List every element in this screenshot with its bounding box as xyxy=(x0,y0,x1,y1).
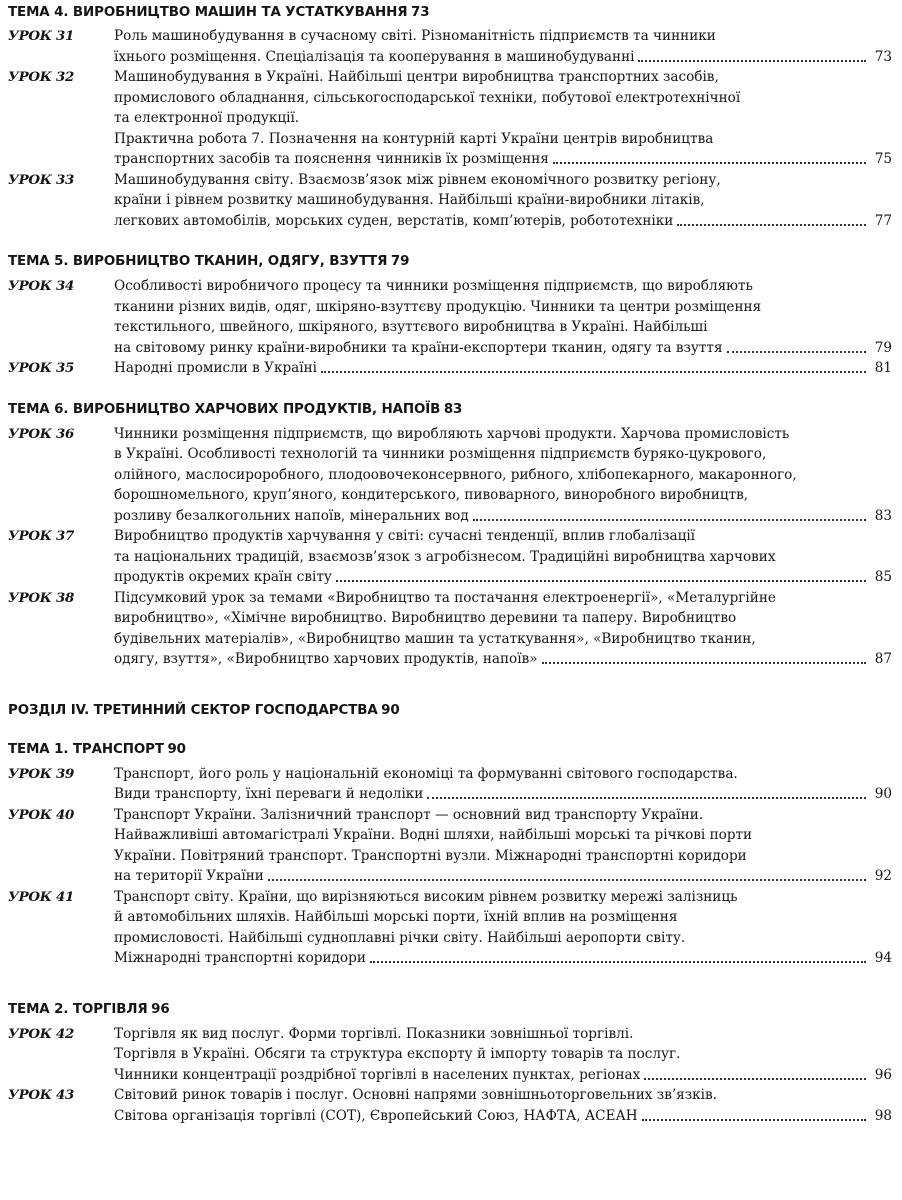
lesson-description xyxy=(114,276,892,358)
heading-text: ТЕМА 4. ВИРОБНИЦТВО МАШИН ТА УСТАТКУВАННЯ xyxy=(8,5,408,20)
lesson-description xyxy=(114,170,892,232)
description-line xyxy=(114,465,892,486)
line-text: Транспорт світу. Країни, що вирізняються високим рівнем розвитку мережі залізниць xyxy=(114,888,738,905)
description-line xyxy=(114,129,892,150)
heading-text: ТЕМА 2. ТОРГІВЛЯ xyxy=(8,1001,148,1017)
lesson-description xyxy=(114,1024,892,1086)
line-text: легкових автомобілів, морських суден, верстатів, комп’ютерів, робототехніки xyxy=(114,212,674,229)
lesson-label: УРОК 32 xyxy=(8,69,74,85)
description-line xyxy=(114,547,892,568)
lesson-label: УРОК 37 xyxy=(8,528,74,544)
description-line xyxy=(114,26,892,47)
lesson-description xyxy=(114,1085,892,1126)
description-line xyxy=(114,149,892,170)
lesson-entry xyxy=(8,358,892,379)
heading-text: РОЗДІЛ IV. ТРЕТИННИЙ СЕКТОР ГОСПОДАРСТВА xyxy=(8,702,378,718)
lesson-label: УРОК 35 xyxy=(8,360,74,376)
line-text: Чинники розміщення підприємств, що виробляють харчові продукти. Харчова промисловість xyxy=(114,425,790,442)
lesson-entry xyxy=(8,887,892,969)
lesson-description xyxy=(114,26,892,67)
lesson-entry xyxy=(8,26,892,67)
description-line xyxy=(114,170,892,191)
leader-dots xyxy=(473,519,866,521)
line-text: Чинники концентрації роздрібної торгівлі в населених пунктах, регіонах xyxy=(114,1066,641,1083)
lesson-label: УРОК 36 xyxy=(8,425,74,442)
lesson-description xyxy=(114,67,892,170)
section-heading xyxy=(8,399,892,420)
lesson-label: УРОК 31 xyxy=(8,28,74,44)
line-text: Транспорт, його роль у національній економіці та формуванні світового господарства. xyxy=(114,765,738,782)
lesson-entry xyxy=(8,67,892,170)
page-number: 83 xyxy=(874,507,892,524)
page-number: 96 xyxy=(151,1001,170,1017)
description-line xyxy=(114,108,892,129)
lesson-description xyxy=(114,424,892,527)
description-line xyxy=(114,784,892,805)
lesson-entry xyxy=(8,588,892,670)
line-text: та національних традицій, взаємозв’язок з агробізнесом. Традиційні виробництва харчових xyxy=(114,548,776,565)
leader-dots xyxy=(727,351,866,353)
line-text: Роль машинобудування в сучасному світі. Різноманітність підприємств та чинники xyxy=(114,28,716,44)
leader-dots xyxy=(427,797,866,799)
section-heading xyxy=(8,2,892,23)
description-line xyxy=(114,317,892,338)
description-line xyxy=(114,805,892,826)
description-line xyxy=(114,358,892,379)
lesson-entry xyxy=(8,170,892,232)
lesson-label: УРОК 40 xyxy=(8,806,74,823)
line-text: країни і рівнем розвитку машинобудування. Найбільші країни-виробники літаків, xyxy=(114,192,705,208)
page-number: 81 xyxy=(874,360,892,376)
description-line xyxy=(114,424,892,445)
lesson-entry xyxy=(8,764,892,805)
leader-dots xyxy=(542,662,866,664)
leader-dots xyxy=(268,879,866,881)
line-text: одягу, взуття», «Виробництво харчових продуктів, напоїв» xyxy=(114,651,538,667)
line-text: текстильного, швейного, шкіряного, взуттєвого виробництва в Україні. Найбільші xyxy=(114,319,708,335)
page-number: 98 xyxy=(874,1107,892,1124)
page-number: 90 xyxy=(874,786,892,802)
description-line xyxy=(114,276,892,297)
page-number: 87 xyxy=(874,651,892,667)
description-line xyxy=(114,948,892,969)
description-line xyxy=(114,506,892,527)
leader-dots xyxy=(336,580,866,582)
section-heading xyxy=(8,999,892,1020)
lesson-description xyxy=(114,358,892,379)
line-text: Підсумковий урок за темами «Виробництво та постачання електроенергії», «Металургійне xyxy=(114,589,776,606)
line-text: Торгівля як вид послуг. Форми торгівлі. Показники зовнішньої торгівлі. xyxy=(114,1025,634,1042)
description-line xyxy=(114,338,892,359)
line-text: Транспорт України. Залізничний транспорт — основний вид транспорту України. xyxy=(114,806,704,823)
description-line xyxy=(114,1024,892,1045)
line-text: Виробництво продуктів харчування у світі: сучасні тенденції, вплив глобалізації xyxy=(114,528,696,544)
line-text: промислового обладнання, сільськогосподарської техніки, побутової електротехнічної xyxy=(114,89,741,106)
lesson-description xyxy=(114,526,892,588)
lesson-label: УРОК 43 xyxy=(8,1087,74,1103)
description-line xyxy=(114,629,892,650)
line-text: Найважливіші автомагістралі України. Водні шляхи, найбільші морські та річкові порти xyxy=(114,827,753,843)
line-text: олійного, маслосироробного, плодоовочеконсервного, рибного, хлібопекарного, макаронного, xyxy=(114,466,797,483)
leader-dots xyxy=(642,1119,866,1121)
page-number: 73 xyxy=(411,5,430,20)
line-text: Світова організація торгівлі (СОТ), Європейський Союз, НАФТА, АСЕАН xyxy=(114,1107,638,1124)
line-text: Народні промисли в Україні xyxy=(114,360,318,376)
description-line xyxy=(114,567,892,588)
description-line xyxy=(114,485,892,506)
page-number: 94 xyxy=(874,950,892,966)
line-text: України. Повітряний транспорт. Транспортні вузли. Міжнародні транспортні коридори xyxy=(114,847,747,864)
description-line xyxy=(114,1106,892,1127)
leader-dots xyxy=(644,1078,866,1080)
line-text: на території України xyxy=(114,868,264,884)
section-heading xyxy=(8,739,892,760)
lesson-description xyxy=(114,764,892,805)
page-number: 90 xyxy=(381,702,400,718)
heading-text: ТЕМА 6. ВИРОБНИЦТВО ХАРЧОВИХ ПРОДУКТІВ, НАПОЇВ xyxy=(8,401,441,417)
page-number: 85 xyxy=(874,569,892,585)
page-number: 83 xyxy=(443,401,463,417)
lesson-label: УРОК 41 xyxy=(8,888,74,905)
lesson-label: УРОК 33 xyxy=(8,171,74,188)
line-text: розливу безалкогольних напоїв, мінеральних вод xyxy=(114,507,469,524)
leader-dots xyxy=(321,371,866,373)
line-text: й автомобільних шляхів. Найбільші морські порти, їхній вплив на розміщення xyxy=(114,909,678,925)
description-line xyxy=(114,297,892,318)
description-line xyxy=(114,1085,892,1106)
line-text: Машинобудування світу. Взаємозв’язок між рівнем економічного розвитку регіону, xyxy=(114,171,721,188)
description-line xyxy=(114,928,892,949)
line-text: Особливості виробничого процесу та чинники розміщення підприємств, що виробляють xyxy=(114,278,753,294)
line-text: та електронної продукції. xyxy=(114,110,300,126)
line-text: в Україні. Особливості технологій та чинники розміщення підприємств буряко-цукрового, xyxy=(114,446,767,462)
line-text: транспортних засобів та пояснення чинників їх розміщення xyxy=(114,151,549,167)
lesson-entry xyxy=(8,805,892,887)
lesson-label: УРОК 34 xyxy=(8,278,74,294)
line-text: тканини різних видів, одяг, шкіряно-взуттєву продукцію. Чинники та центри розміщення xyxy=(114,298,762,315)
leader-dots xyxy=(553,162,866,164)
heading-text: ТЕМА 1. ТРАНСПОРТ xyxy=(8,741,164,757)
lesson-description xyxy=(114,805,892,887)
page-number: 96 xyxy=(874,1066,892,1083)
line-text: на світовому ринку країни-виробники та країни-експортери тканин, одягу та взуття xyxy=(114,339,723,356)
leader-dots xyxy=(638,60,866,62)
line-text: Машинобудування в Україні. Найбільші центри виробництва транспортних засобів, xyxy=(114,69,719,85)
page-number: 75 xyxy=(874,151,892,167)
leader-dots xyxy=(677,224,866,226)
description-line xyxy=(114,67,892,88)
lesson-label: УРОК 42 xyxy=(8,1025,74,1042)
description-line xyxy=(114,211,892,232)
page-number: 77 xyxy=(874,212,892,229)
page-number: 73 xyxy=(874,48,892,65)
description-line xyxy=(114,825,892,846)
description-line xyxy=(114,444,892,465)
lesson-description xyxy=(114,588,892,670)
description-line xyxy=(114,1065,892,1086)
description-line xyxy=(114,866,892,887)
lesson-entry xyxy=(8,1024,892,1086)
line-text: виробництво», «Хімічне виробництво. Виробництво деревини та паперу. Виробництво xyxy=(114,610,737,626)
lesson-description xyxy=(114,887,892,969)
description-line xyxy=(114,764,892,785)
section-heading xyxy=(8,251,892,272)
line-text: продуктів окремих країн світу xyxy=(114,569,332,585)
line-text: Міжнародні транспортні коридори xyxy=(114,950,366,966)
lesson-label: УРОК 39 xyxy=(8,765,74,782)
description-line xyxy=(114,846,892,867)
lesson-entry xyxy=(8,276,892,358)
page-number: 79 xyxy=(390,254,410,269)
heading-text: ТЕМА 5. ВИРОБНИЦТВО ТКАНИН, ОДЯГУ, ВЗУТТЯ xyxy=(8,254,388,269)
description-line xyxy=(114,1044,892,1065)
page-number: 90 xyxy=(167,741,186,757)
lesson-entry xyxy=(8,424,892,527)
page-number: 79 xyxy=(874,339,892,356)
line-text: борошномельного, круп’яного, кондитерського, пивоварного, виноробного виробництв, xyxy=(114,487,749,503)
description-line xyxy=(114,649,892,670)
line-text: промисловості. Найбільші судноплавні річки світу. Найбільші аеропорти світу. xyxy=(114,929,686,946)
line-text: Практична робота 7. Позначення на контурній карті України центрів виробництва xyxy=(114,130,714,147)
line-text: будівельних матеріалів», «Виробництво машин та устаткування», «Виробництво тканин, xyxy=(114,630,756,647)
line-text: Торгівля в Україні. Обсяги та структура експорту й імпорту товарів та послуг. xyxy=(114,1046,681,1062)
description-line xyxy=(114,907,892,928)
lesson-label: УРОК 38 xyxy=(8,589,74,606)
line-text: їхнього розміщення. Спеціалізація та кооперування в машинобудуванні xyxy=(114,48,635,65)
line-text: Світовий ринок товарів і послуг. Основні напрями зовнішньоторговельних зв’язків. xyxy=(114,1087,717,1103)
description-line xyxy=(114,47,892,68)
leader-dots xyxy=(370,961,866,963)
section-heading xyxy=(8,700,892,721)
description-line xyxy=(114,608,892,629)
page-number: 92 xyxy=(874,868,892,884)
line-text: Види транспорту, їхні переваги й недоліки xyxy=(114,786,424,802)
description-line xyxy=(114,88,892,109)
description-line xyxy=(114,588,892,609)
description-line xyxy=(114,190,892,211)
lesson-entry xyxy=(8,526,892,588)
lesson-entry xyxy=(8,1085,892,1126)
description-line xyxy=(114,887,892,908)
description-line xyxy=(114,526,892,547)
